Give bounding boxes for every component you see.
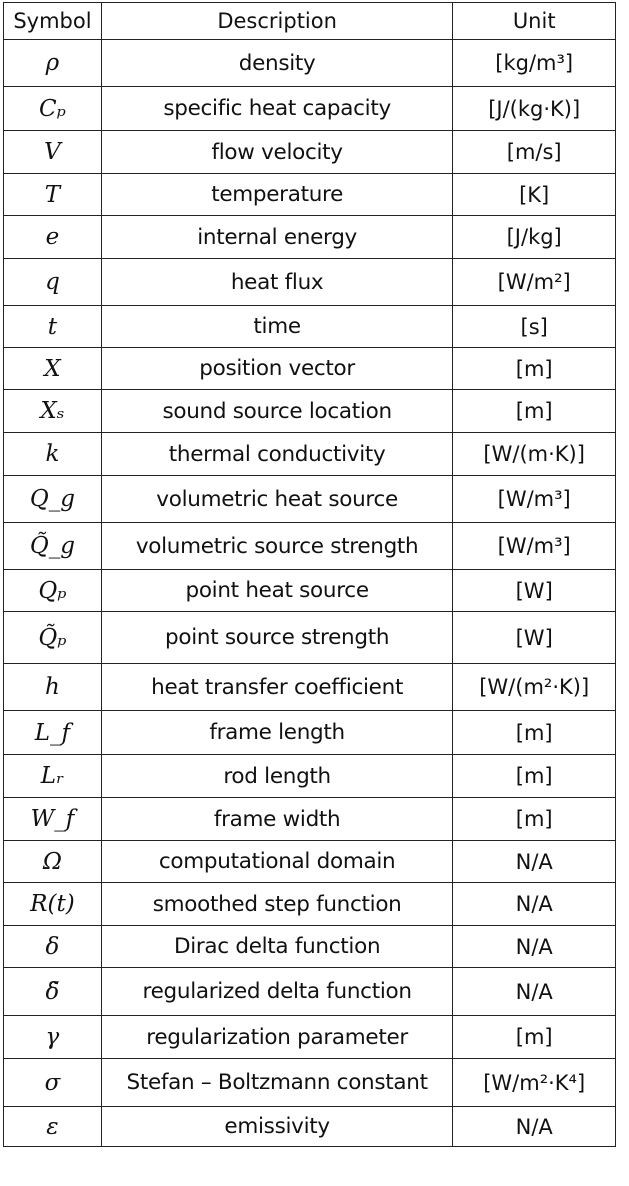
description-cell: regularized delta function: [101, 968, 453, 1016]
unit-cell: [W]: [453, 570, 616, 612]
unit-cell: [W/(m²·K)]: [453, 664, 616, 711]
description-cell: regularization parameter: [101, 1016, 453, 1059]
description-cell: heat flux: [101, 259, 453, 306]
table-row: [4, 926, 616, 968]
description-cell: point heat source: [101, 570, 453, 612]
unit-cell: [m]: [453, 390, 616, 433]
table-row: [4, 390, 616, 433]
description-cell: emissivity: [101, 1107, 453, 1147]
symbol-cell: k: [4, 433, 102, 476]
table-body: [4, 40, 616, 1147]
symbol-cell: R(t): [4, 883, 102, 926]
table-row: [4, 968, 616, 1016]
symbols-table: [3, 2, 616, 1147]
table-row: [4, 883, 616, 926]
table-row: [4, 841, 616, 883]
table-row: [4, 87, 616, 131]
description-cell: specific heat capacity: [101, 87, 453, 131]
table-row: [4, 259, 616, 306]
symbol-cell: Q̃_g: [4, 523, 102, 570]
table-row: [4, 523, 616, 570]
description-cell: Stefan – Boltzmann constant: [101, 1059, 453, 1107]
header-unit: Unit: [453, 3, 616, 40]
unit-cell: N/A: [453, 841, 616, 883]
symbol-cell: e: [4, 216, 102, 259]
symbol-cell: σ: [4, 1059, 102, 1107]
table-row: [4, 216, 616, 259]
unit-cell: [W/m²]: [453, 259, 616, 306]
table-row: [4, 798, 616, 841]
header-description: Description: [101, 3, 453, 40]
description-cell: thermal conductivity: [101, 433, 453, 476]
table-row: [4, 755, 616, 798]
table-row: [4, 433, 616, 476]
table-row: [4, 476, 616, 523]
unit-cell: [W/(m·K)]: [453, 433, 616, 476]
symbol-cell: V: [4, 131, 102, 174]
description-cell: smoothed step function: [101, 883, 453, 926]
description-cell: Dirac delta function: [101, 926, 453, 968]
description-cell: volumetric source strength: [101, 523, 453, 570]
symbol-cell: T: [4, 174, 102, 216]
symbol-cell: W_f: [4, 798, 102, 841]
description-cell: sound source location: [101, 390, 453, 433]
description-cell: time: [101, 306, 453, 348]
unit-cell: [W/m³]: [453, 523, 616, 570]
unit-cell: [W/m²·K⁴]: [453, 1059, 616, 1107]
unit-cell: [J/kg]: [453, 216, 616, 259]
unit-cell: N/A: [453, 968, 616, 1016]
header-row: [4, 3, 616, 40]
description-cell: point source strength: [101, 612, 453, 664]
unit-cell: [m/s]: [453, 131, 616, 174]
unit-cell: [kg/m³]: [453, 40, 616, 87]
description-cell: temperature: [101, 174, 453, 216]
description-cell: frame width: [101, 798, 453, 841]
description-cell: density: [101, 40, 453, 87]
symbol-cell: δ̃: [4, 968, 102, 1016]
symbol-cell: Xₛ: [4, 390, 102, 433]
unit-cell: N/A: [453, 883, 616, 926]
table-row: [4, 711, 616, 755]
unit-cell: [m]: [453, 711, 616, 755]
symbol-cell: q: [4, 259, 102, 306]
symbol-cell: Cₚ: [4, 87, 102, 131]
description-cell: rod length: [101, 755, 453, 798]
symbol-cell: X: [4, 348, 102, 390]
table-row: [4, 1059, 616, 1107]
symbol-cell: γ: [4, 1016, 102, 1059]
table-row: [4, 612, 616, 664]
unit-cell: N/A: [453, 1107, 616, 1147]
description-cell: frame length: [101, 711, 453, 755]
description-cell: flow velocity: [101, 131, 453, 174]
unit-cell: [W]: [453, 612, 616, 664]
symbol-cell: Qₚ: [4, 570, 102, 612]
table-row: [4, 1016, 616, 1059]
description-cell: computational domain: [101, 841, 453, 883]
description-cell: heat transfer coefficient: [101, 664, 453, 711]
unit-cell: [W/m³]: [453, 476, 616, 523]
symbol-cell: h: [4, 664, 102, 711]
unit-cell: [m]: [453, 348, 616, 390]
symbol-cell: t: [4, 306, 102, 348]
table-row: [4, 664, 616, 711]
symbol-cell: ρ: [4, 40, 102, 87]
unit-cell: [J/(kg·K)]: [453, 87, 616, 131]
symbol-cell: Q_g: [4, 476, 102, 523]
unit-cell: [m]: [453, 755, 616, 798]
table-row: [4, 40, 616, 87]
description-cell: internal energy: [101, 216, 453, 259]
unit-cell: [m]: [453, 798, 616, 841]
description-cell: position vector: [101, 348, 453, 390]
symbol-cell: ε: [4, 1107, 102, 1147]
table-row: [4, 174, 616, 216]
description-cell: volumetric heat source: [101, 476, 453, 523]
unit-cell: [s]: [453, 306, 616, 348]
symbol-cell: δ: [4, 926, 102, 968]
table-row: [4, 1107, 616, 1147]
unit-cell: N/A: [453, 926, 616, 968]
table-row: [4, 131, 616, 174]
header-symbol: Symbol: [4, 3, 102, 40]
table-row: [4, 570, 616, 612]
table-row: [4, 348, 616, 390]
unit-cell: [m]: [453, 1016, 616, 1059]
table-row: [4, 306, 616, 348]
symbol-cell: Ω: [4, 841, 102, 883]
symbol-cell: Lᵣ: [4, 755, 102, 798]
unit-cell: [K]: [453, 174, 616, 216]
symbol-cell: L_f: [4, 711, 102, 755]
symbol-cell: Q̃ₚ: [4, 612, 102, 664]
